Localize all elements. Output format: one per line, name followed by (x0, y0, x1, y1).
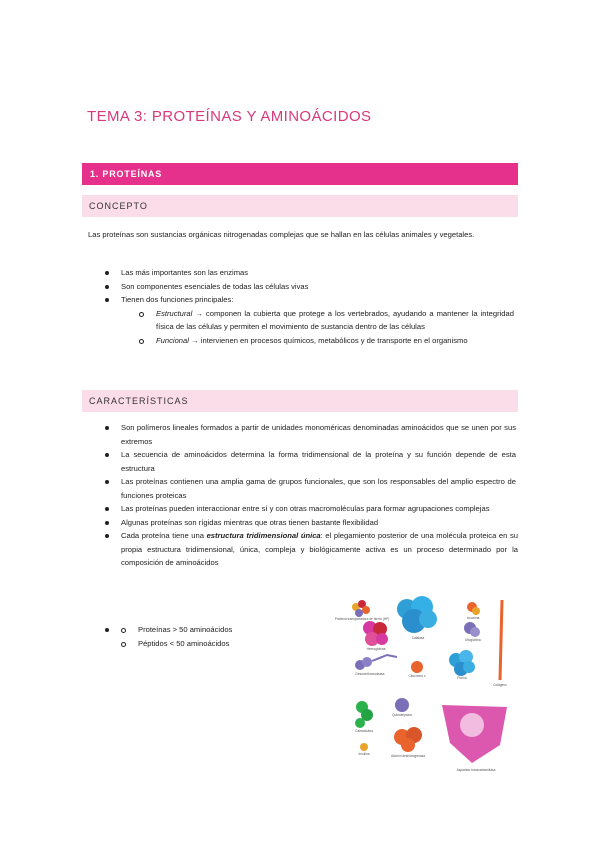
arrow-icon: → (195, 308, 203, 318)
function-text: componen la cubierta que protege a los vertebrados, ayudando a mantener la integridad física de las células y permiten el movimiento de sustancia dentro de las células (156, 308, 514, 331)
figure-label: Porina (457, 676, 467, 680)
figure-label: Insulina (358, 752, 370, 756)
list-item: Son componentes esenciales de todas las células vivas (88, 280, 514, 294)
alcohol-dehydrogenase-icon (394, 727, 422, 752)
hemoglobin-icon (363, 621, 388, 646)
figure-label: Mioglobina (465, 638, 481, 642)
cytochrome-icon (411, 661, 423, 673)
list-item-suffix: : el plegamiento posterior de una molécula proteica en su propia estructura tridimensional, única, compleja y biológicamente activa es un proceso determinado por la composición de aminoácidos (121, 531, 518, 567)
list-item-emphasis: estructura tridimensional única (206, 531, 321, 540)
figure-label: Colágeno (493, 683, 507, 687)
list-item: Las más importantes son las enzimas (88, 266, 514, 280)
lysozyme-icon (467, 602, 480, 615)
catalase-icon (397, 596, 437, 633)
insulin-icon (360, 743, 368, 751)
figure-label: Quimotripsina (392, 713, 412, 717)
figure-label: Alcohol deshidrogenasa (390, 754, 426, 758)
page-title: TEMA 3: PROTEÍNAS Y AMINOÁCIDOS (87, 108, 372, 125)
figure-label: Calmodulina (355, 729, 373, 733)
protein-types-list (88, 623, 232, 650)
figure-label: Aspartato transcarbamilasa (456, 768, 496, 772)
concepto-paragraph: Las proteínas son sustancias orgánicas nitrogenadas complejas que se hallan en las células animales y vegetales. (88, 230, 475, 239)
deoxyribonuclease-icon (355, 655, 397, 670)
section-heading: 1. PROTEÍNAS (82, 163, 518, 185)
type-item: Proteínas > 50 aminoácidos (103, 623, 232, 637)
list-item: La secuencia de aminoácidos determina la forma tridimensional de la proteína y su función depende de esta estructura (88, 448, 516, 475)
list-item-prefix: Cada proteína tiene una (121, 531, 204, 540)
list-item (88, 529, 518, 570)
figure-label: Proteína transportadora de hierro (HP) (334, 617, 390, 621)
functions-list (121, 307, 514, 348)
function-name: Funcional (156, 335, 189, 345)
porin-icon (449, 650, 475, 676)
myoglobin-icon (464, 622, 480, 637)
list-item: Las proteínas pueden interaccionar entre sí y con otras macromoléculas para formar agrupaciones complejas (88, 502, 516, 516)
figure-label: Catalasa (411, 636, 425, 640)
caracteristicas-list (88, 421, 516, 570)
types-sublist (103, 623, 232, 650)
collagen-icon (500, 600, 502, 680)
figure-label: Hemoglobina (366, 647, 386, 651)
chymotrypsin-icon (395, 698, 409, 712)
list-item-text: Tienen dos funciones principales: (121, 295, 234, 304)
type-item: Péptidos < 50 aminoácidos (103, 637, 232, 651)
function-name: Estructural (156, 308, 193, 318)
caracteristicas-heading: CARACTERÍSTICAS (82, 390, 518, 412)
figure-label: Desoxirribonucleasa (355, 672, 385, 676)
function-item (121, 307, 514, 334)
list-item: Algunas proteínas son rígidas mientras que otras tienen bastante flexibilidad (88, 516, 516, 530)
transport-protein-icon (352, 600, 370, 617)
list-item: Son polímeros lineales formados a partir de unidades monoméricas denominadas aminoácidos que se unen por sus extremos (88, 421, 516, 448)
calmodulin-icon (355, 701, 373, 728)
types-wrapper (88, 623, 232, 650)
list-item (88, 293, 514, 347)
figure-label: Lisozima (466, 616, 480, 620)
concepto-heading: CONCEPTO (82, 195, 518, 217)
protein-structures-figure (334, 595, 518, 775)
concepto-list (88, 266, 514, 347)
aspartate-transcarbamylase-icon (442, 705, 507, 763)
function-item (121, 334, 514, 348)
list-item: Las proteínas contienen una amplia gama de grupos funcionales, que son los responsables del amplio espectro de funciones proteicas (88, 475, 516, 502)
function-text: intervienen en procesos químicos, metabólicos y de transporte en el organismo (200, 335, 468, 345)
arrow-icon: → (191, 335, 199, 345)
figure-label: Citocromo c (408, 674, 426, 678)
